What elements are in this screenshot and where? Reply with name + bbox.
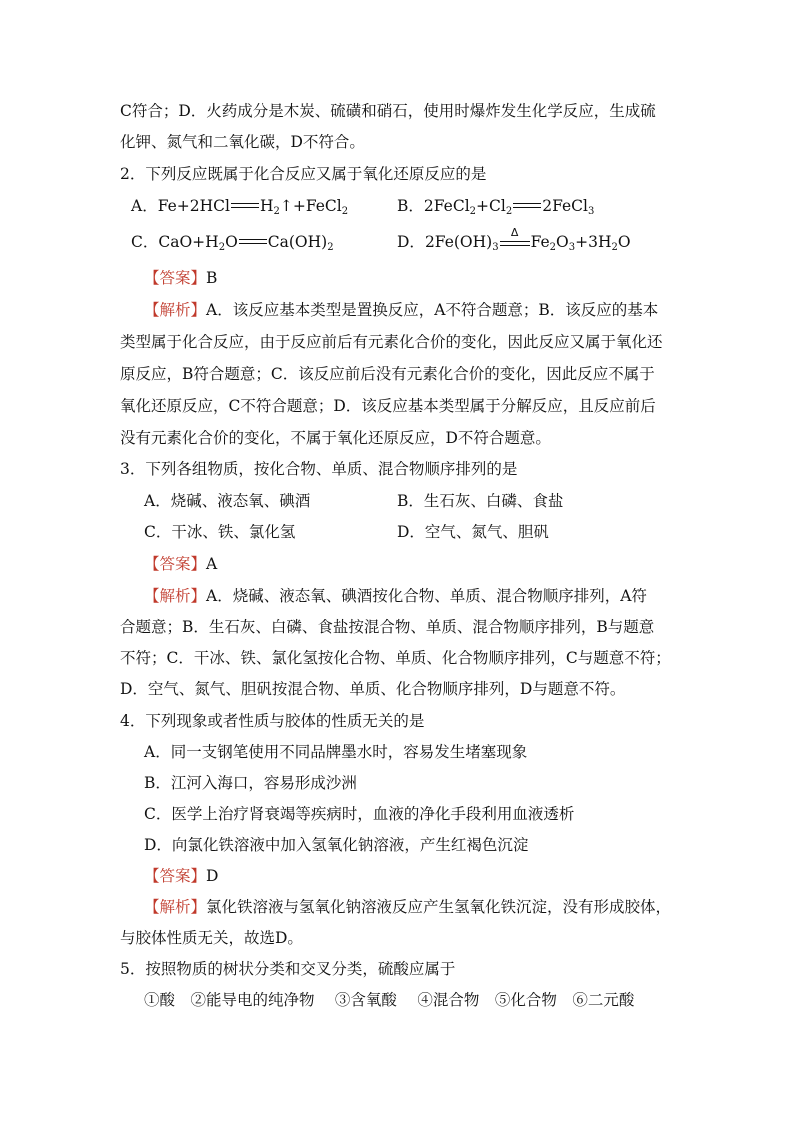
- text-line: 不符；C．干冰、铁、氯化氢按化合物、单质、化合物顺序排列，C与题意不符；: [120, 649, 671, 667]
- question-2-option-a: A．Fe+2HCl $H_2↑+FeCl_2$: [131, 197, 349, 217]
- text-line: 没有元素化合价的变化，不属于氧化还原反应，D不符合题意。: [120, 429, 551, 447]
- question-3-option-a: A．烧碱、液态氧、碘酒: [144, 492, 311, 510]
- text-line: 与胶体性质无关，故选D。: [120, 929, 303, 947]
- text-line: 类型属于化合反应，由于反应前后有元素化合价的变化，因此反应又属于氧化还: [120, 333, 663, 351]
- question-4-explanation: 【解析】氯化铁溶液与氢氧化钠溶液反应产生氢氧化铁沉淀，没有形成胶体，: [144, 898, 672, 916]
- question-3-answer: 【答案】A: [144, 555, 218, 573]
- question-2-option-d: D．$2Fe(OH)_3$ Δ $Fe_2O_3+3H_2O$: [397, 232, 631, 258]
- text-line: D．空气、氮气、胆矾按混合物、单质、化合物顺序排列，D与题意不符。: [120, 680, 626, 698]
- question-3-option-c: C．干冰、铁、氯化氢: [144, 523, 296, 541]
- question-2-stem: 2．下列反应既属于化合反应又属于氧化还原反应的是: [120, 165, 487, 183]
- answer-tag: 【答案】: [144, 555, 207, 573]
- explanation-tag: 【解析】: [144, 898, 207, 916]
- question-2-option-c: C．$CaO+H_2O$ $Ca(OH)_2$: [131, 233, 334, 253]
- question-4-option-d: D．向氯化铁溶液中加入氢氧化钠溶液，产生红褐色沉淀: [144, 836, 529, 854]
- answer-tag: 【答案】: [144, 867, 207, 885]
- heat-equals-sign: [499, 226, 531, 249]
- text-line: 化钾、氮气和二氧化碳，D不符合。: [120, 133, 365, 151]
- question-3-option-b: B．生石灰、白磷、食盐: [397, 492, 564, 510]
- question-4-option-c: C．医学上治疗肾衰竭等疾病时，血液的净化手段利用血液透析: [144, 805, 575, 823]
- question-3-explanation: 【解析】A．烧碱、液态氧、碘酒按化合物、单质、混合物顺序排列，A符: [144, 587, 647, 605]
- question-4-option-a: A．同一支钢笔使用不同品牌墨水时，容易发生堵塞现象: [144, 743, 528, 761]
- question-4-option-b: B．江河入海口，容易形成沙洲: [144, 774, 357, 792]
- question-2-answer: 【答案】B: [144, 269, 218, 287]
- text-line: C符合；D．火药成分是木炭、硫磺和硝石，使用时爆炸发生化学反应，生成硫: [120, 102, 656, 120]
- equals-sign: [238, 235, 268, 249]
- question-2-explanation: 【解析】A．该反应基本类型是置换反应，A不符合题意；B．该反应的基本: [144, 301, 659, 319]
- equals-sign: [512, 199, 542, 213]
- explanation-tag: 【解析】: [144, 587, 207, 605]
- text-line: 氧化还原反应，C不符合题意；D．该反应基本类型属于分解反应，且反应前后: [120, 397, 656, 415]
- text-line: 合题意；B．生石灰、白磷、食盐按混合物、单质、混合物顺序排列，B与题意: [120, 618, 655, 636]
- question-5-options: ①酸 ②能导电的纯净物 ③含氧酸 ④混合物 ⑤化合物 ⑥二元酸: [144, 991, 635, 1009]
- question-5-stem: 5．按照物质的树状分类和交叉分类，硫酸应属于: [120, 960, 456, 978]
- question-4-stem: 4．下列现象或者性质与胶体的性质无关的是: [120, 712, 425, 730]
- text-line: 原反应，B符合题意；C．该反应前后没有元素化合价的变化，因此反应不属于: [120, 365, 655, 383]
- question-3-option-d: D．空气、氮气、胆矾: [397, 523, 549, 541]
- question-4-answer: 【答案】D: [144, 867, 219, 885]
- question-3-stem: 3．下列各组物质，按化合物、单质、混合物顺序排列的是: [120, 460, 518, 478]
- equals-sign: [230, 199, 260, 213]
- delta-symbol: Δ: [510, 226, 519, 239]
- answer-tag: 【答案】: [144, 269, 207, 287]
- explanation-tag: 【解析】: [144, 301, 207, 319]
- question-2-option-b: B．$2FeCl_2+Cl_2$ 2FeCl$_3$: [397, 197, 595, 217]
